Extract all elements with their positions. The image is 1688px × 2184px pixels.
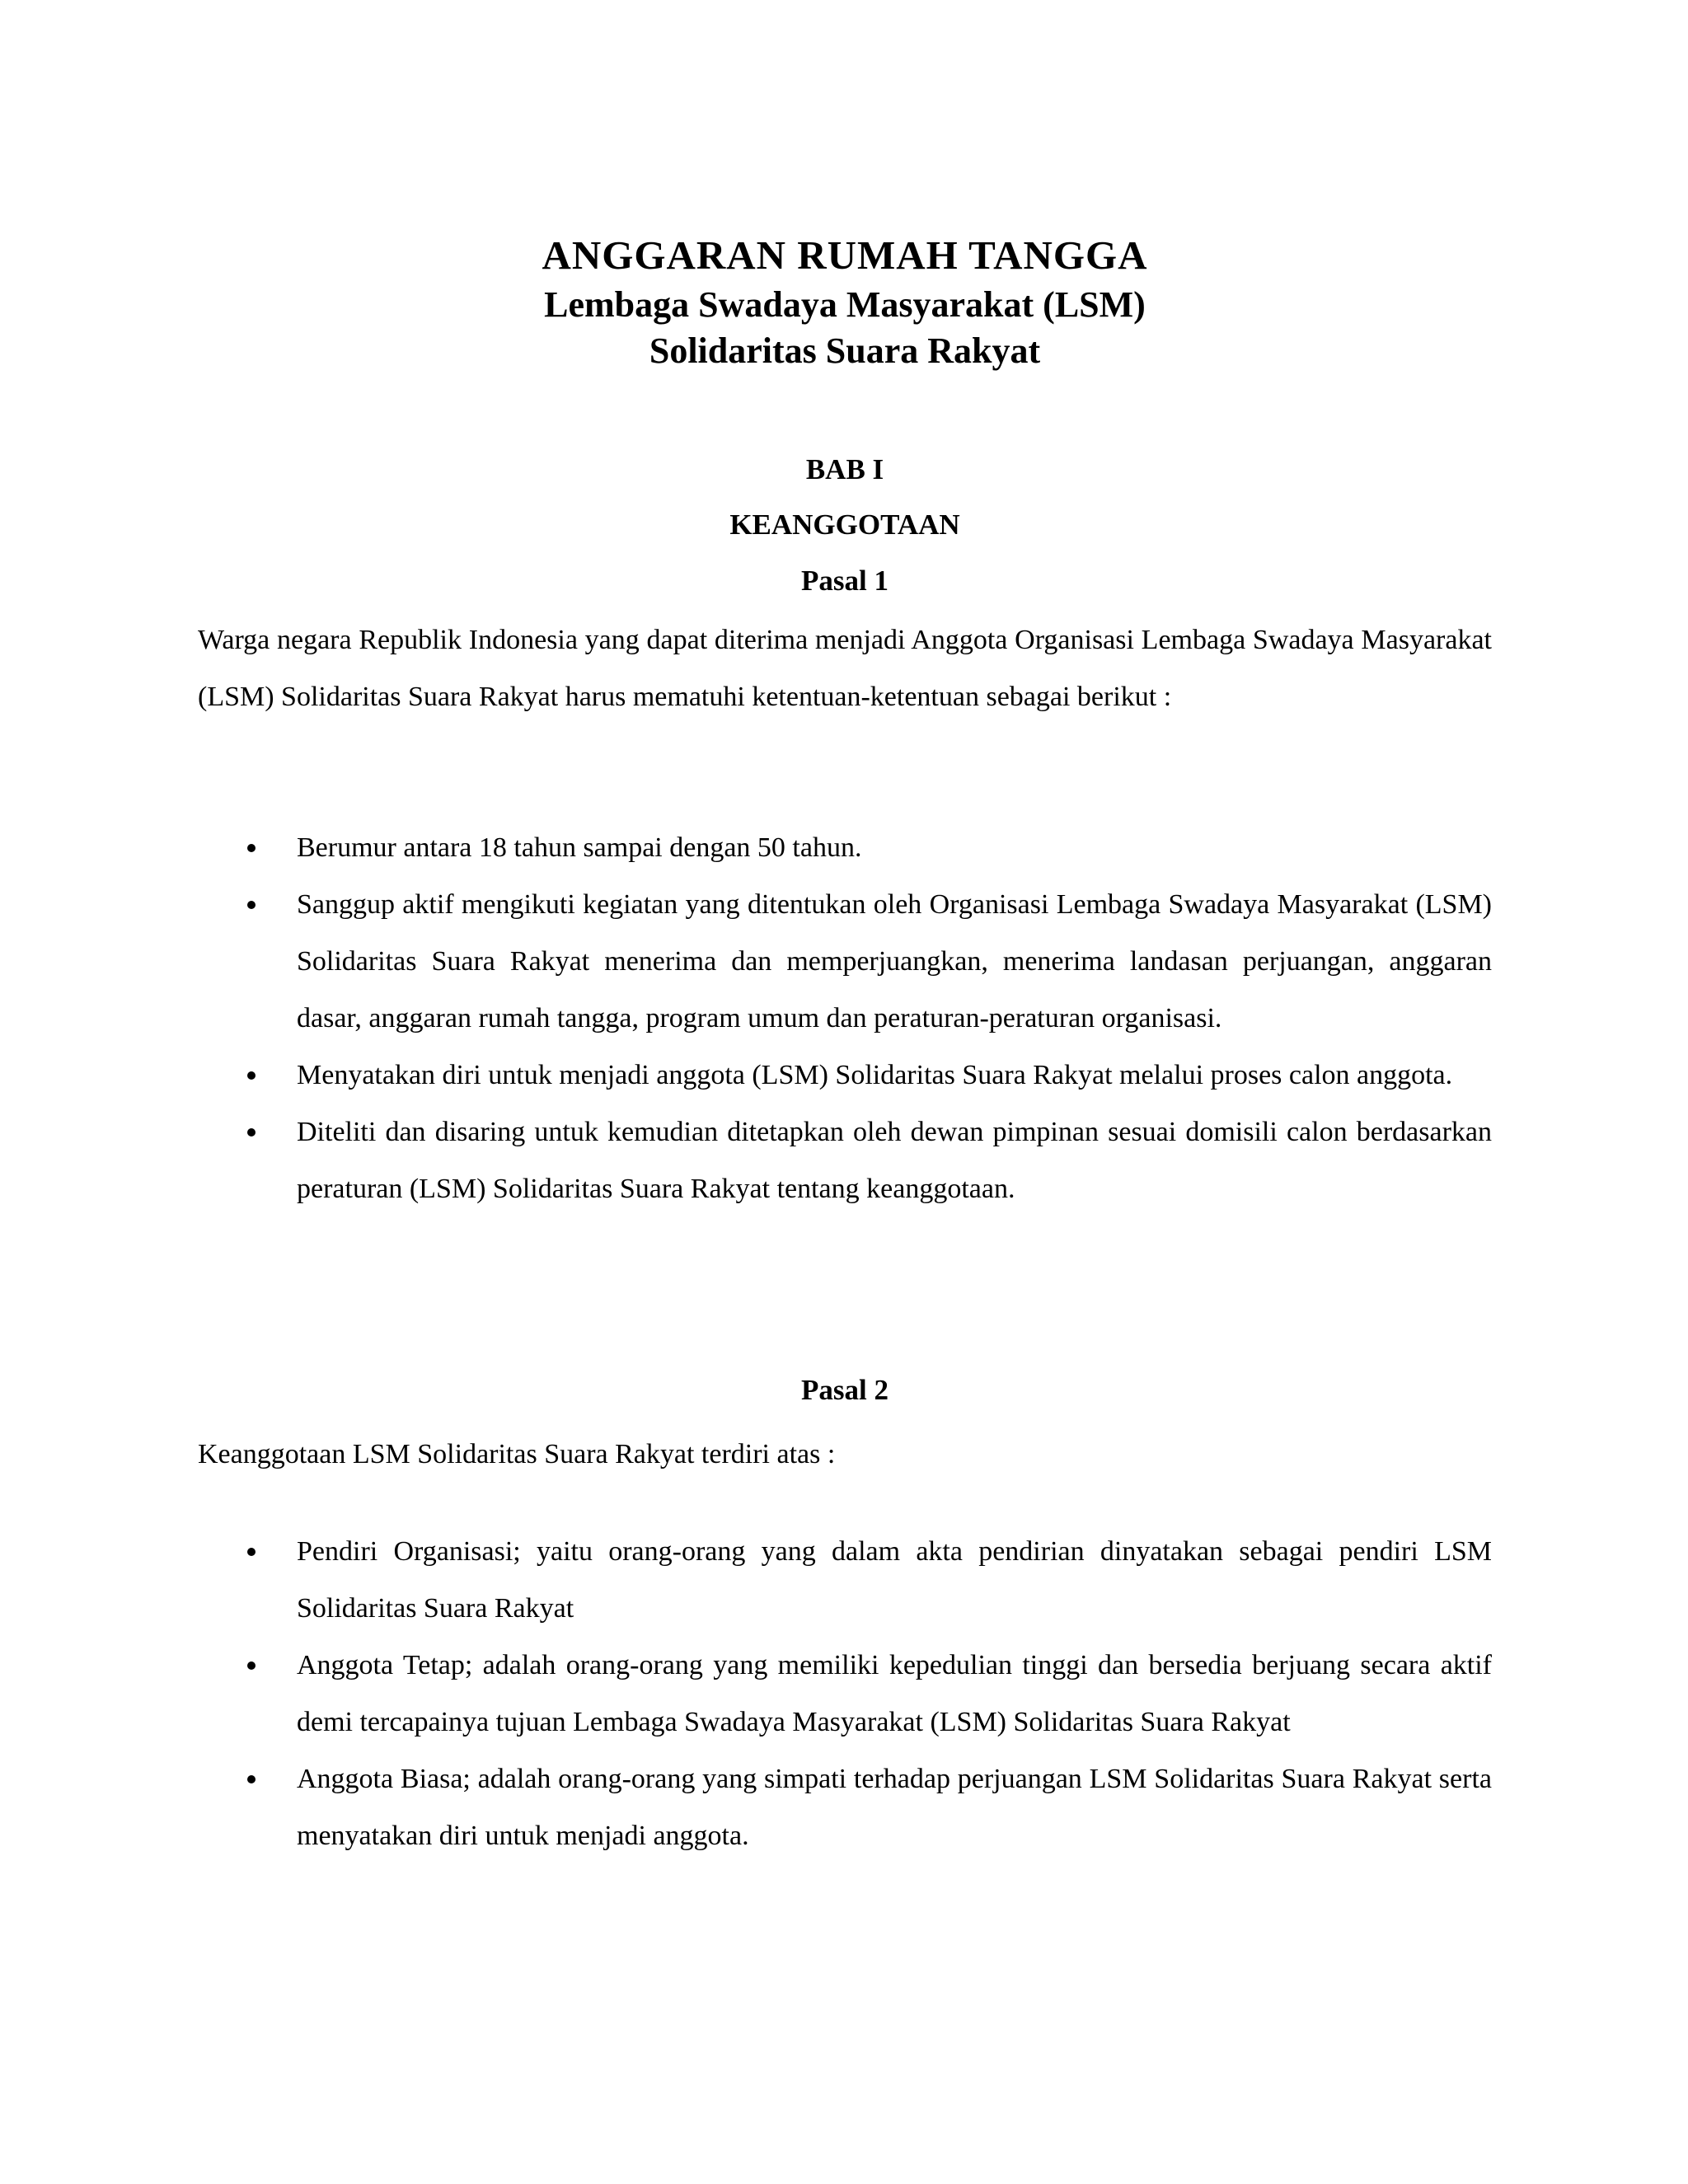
pasal-2-intro: Keanggotaan LSM Solidaritas Suara Rakyat terdiri atas : (198, 1439, 836, 1469)
bullet-icon (247, 844, 256, 852)
list-item-text: Sanggup aktif mengikuti kegiatan yang ditentukan oleh Organisasi Lembaga Swadaya Masyarakat (LSM) Solidaritas Suara Rakyat menerima dan memperjuangkan, menerima landasan perjuangan, anggaran dasar, anggaran rumah tangga, program umum dan peraturan-peraturan organisasi. (297, 889, 1492, 1033)
bullet-icon (247, 901, 256, 909)
list-item (198, 1104, 1492, 1217)
bullet-icon (247, 1071, 256, 1080)
list-item-text: Anggota Tetap; adalah orang-orang yang memiliki kepedulian tinggi dan bersedia berjuang secara aktif demi tercapainya tujuan Lembaga Swadaya Masyarakat (LSM) Solidaritas Suara Rakyat (297, 1650, 1492, 1737)
chapter-number: BAB I (805, 453, 884, 485)
bullet-icon (247, 1661, 256, 1670)
list-item (198, 1047, 1492, 1104)
list-item (198, 1750, 1492, 1864)
list-item (198, 876, 1492, 1047)
list-item-text: Menyatakan diri untuk menjadi anggota (LSM) Solidaritas Suara Rakyat melalui proses calon anggota. (297, 1060, 1453, 1090)
list-item-text: Berumur antara 18 tahun sampai dengan 50 tahun. (297, 832, 862, 863)
list-item-text: Anggota Biasa; adalah orang-orang yang simpati terhadap perjuangan LSM Solidaritas Suara Rakyat serta menyatakan diri untuk menjadi anggota. (297, 1764, 1492, 1851)
pasal-2-list (198, 1523, 1492, 1864)
pasal-1-list (198, 819, 1492, 1217)
pasal-1-heading: Pasal 1 (801, 565, 889, 597)
list-item-text: Pendiri Organisasi; yaitu orang-orang yang dalam akta pendirian dinyatakan sebagai pendiri LSM Solidaritas Suara Rakyat (297, 1536, 1492, 1624)
chapter-title: KEANGGOTAAN (729, 509, 960, 541)
bullet-icon (247, 1128, 256, 1137)
pasal-1-intro: Warga negara Republik Indonesia yang dapat diterima menjadi Anggota Organisasi Lembaga Swadaya Masyarakat (LSM) Solidaritas Suara Rakyat harus mematuhi ketentuan-ketentuan sebagai berikut : (198, 625, 1492, 712)
bullet-icon (247, 1775, 256, 1783)
bullet-icon (247, 1548, 256, 1556)
document-subtitle-organization: Lembaga Swadaya Masyarakat (LSM) (544, 284, 1146, 325)
list-item (198, 1523, 1492, 1637)
document-title: ANGGARAN RUMAH TANGGA (542, 232, 1148, 278)
list-item-text: Diteliti dan disaring untuk kemudian ditetapkan oleh dewan pimpinan sesuai domisili calon berdasarkan peraturan (LSM) Solidaritas Suara Rakyat tentang keanggotaan. (297, 1117, 1492, 1204)
list-item (198, 819, 1492, 876)
pasal-2-heading: Pasal 2 (801, 1374, 889, 1406)
document-subtitle-name: Solidaritas Suara Rakyat (649, 330, 1041, 371)
list-item (198, 1637, 1492, 1750)
